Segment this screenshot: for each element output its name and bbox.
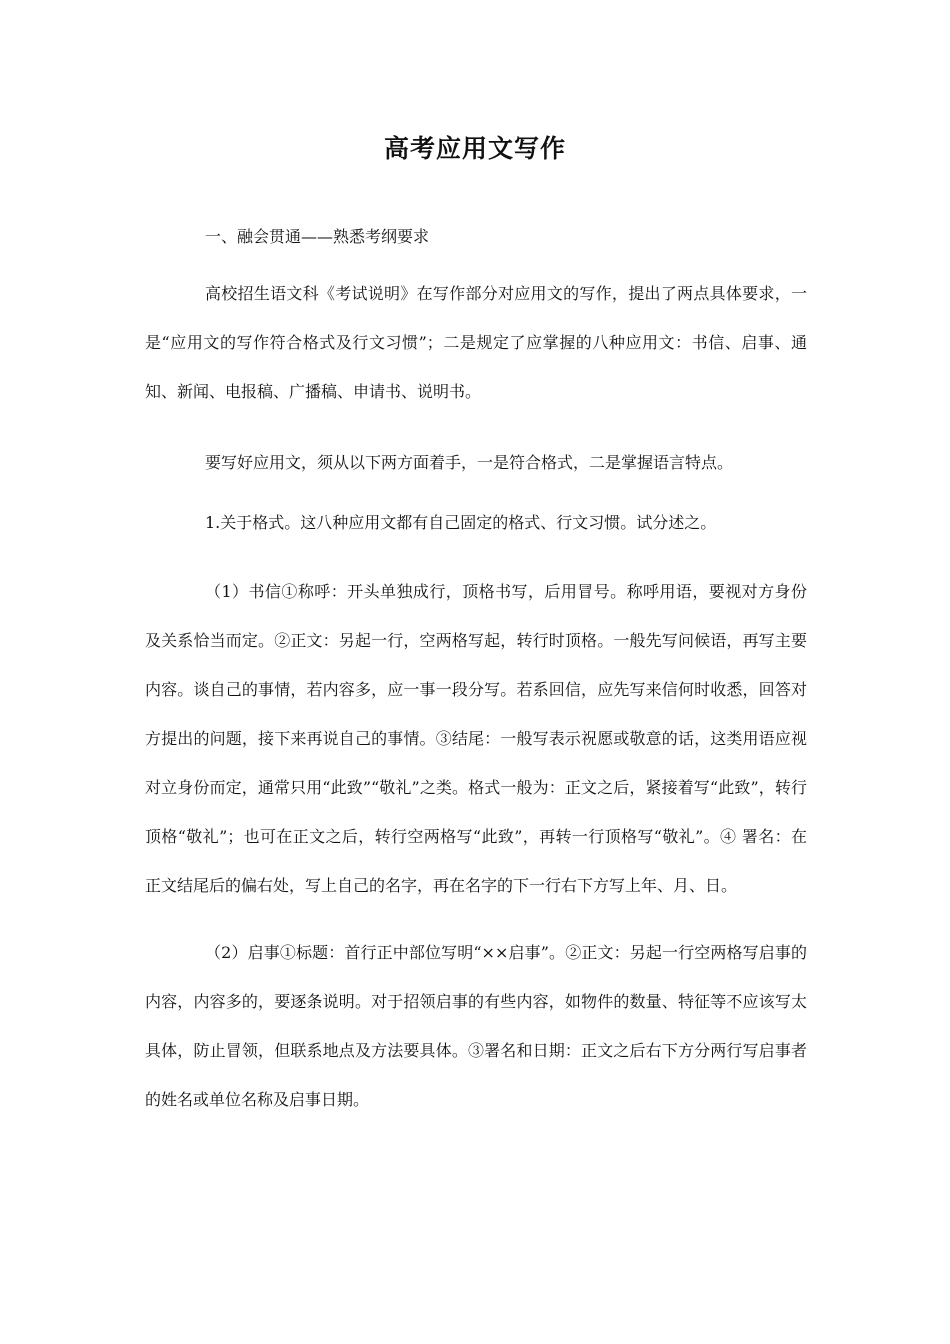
page-title: 高考应用文写作 <box>383 134 566 163</box>
intro-paragraph: 高校招生语文科《考试说明》在写作部分对应用文的写作，提出了两点具体要求，一是“应用文的写作符合格式及行文习惯”；二是规定了应掌握的八种应用文：书信、启事、通知、新闻、电报稿、广播稿、申请书、说明书。 <box>145 284 807 401</box>
letter-format-paragraph: （1）书信①称呼：开头单独成行，顶格书写，后用冒号。称呼用语，要视对方身份及关系恰当而定。②正文：另起一行，空两格写起，转行时顶格。一般先写问候语，再写主要内容。谈自己的事情，若内容多，应一事一段分写。若系回信，应先写来信何时收悉，回答对方提出的问题，接下来再说自己的事情。③结尾：一般写表示祝愿或敬意的话，这类用语应视对立身份而定，通常只用“此致”“敬礼”之类。格式一般为：正文之后，紧接着写“此致”，转行顶格“敬礼”；也可在正文之后，转行空两格写“此致”，再转一行顶格写“敬礼”。④ 署名：在正文结尾后的偏右处，写上自己的名字，再在名字的下一行右下方写上年、月、日。 <box>145 582 807 895</box>
section-heading: 一、融会贯通——熟悉考纲要求 <box>205 227 430 246</box>
notice-format-paragraph: （2）启事①标题：首行正中部位写明“××启事”。②正文：另起一行空两格写启事的内容，内容多的，要逐条说明。对于招领启事的有些内容，如物件的数量、特征等不应该写太具体，防止冒领，但联系地点及方法要具体。③署名和日期：正文之后右下方分两行写启事者的姓名或单位名称及启事日期。 <box>145 943 807 1109</box>
format-paragraph: 1.关于格式。这八种应用文都有自己固定的格式、行文习惯。试分述之。 <box>205 513 717 532</box>
key-points-paragraph: 要写好应用文，须从以下两方面着手，一是符合格式，二是掌握语言特点。 <box>205 453 734 472</box>
